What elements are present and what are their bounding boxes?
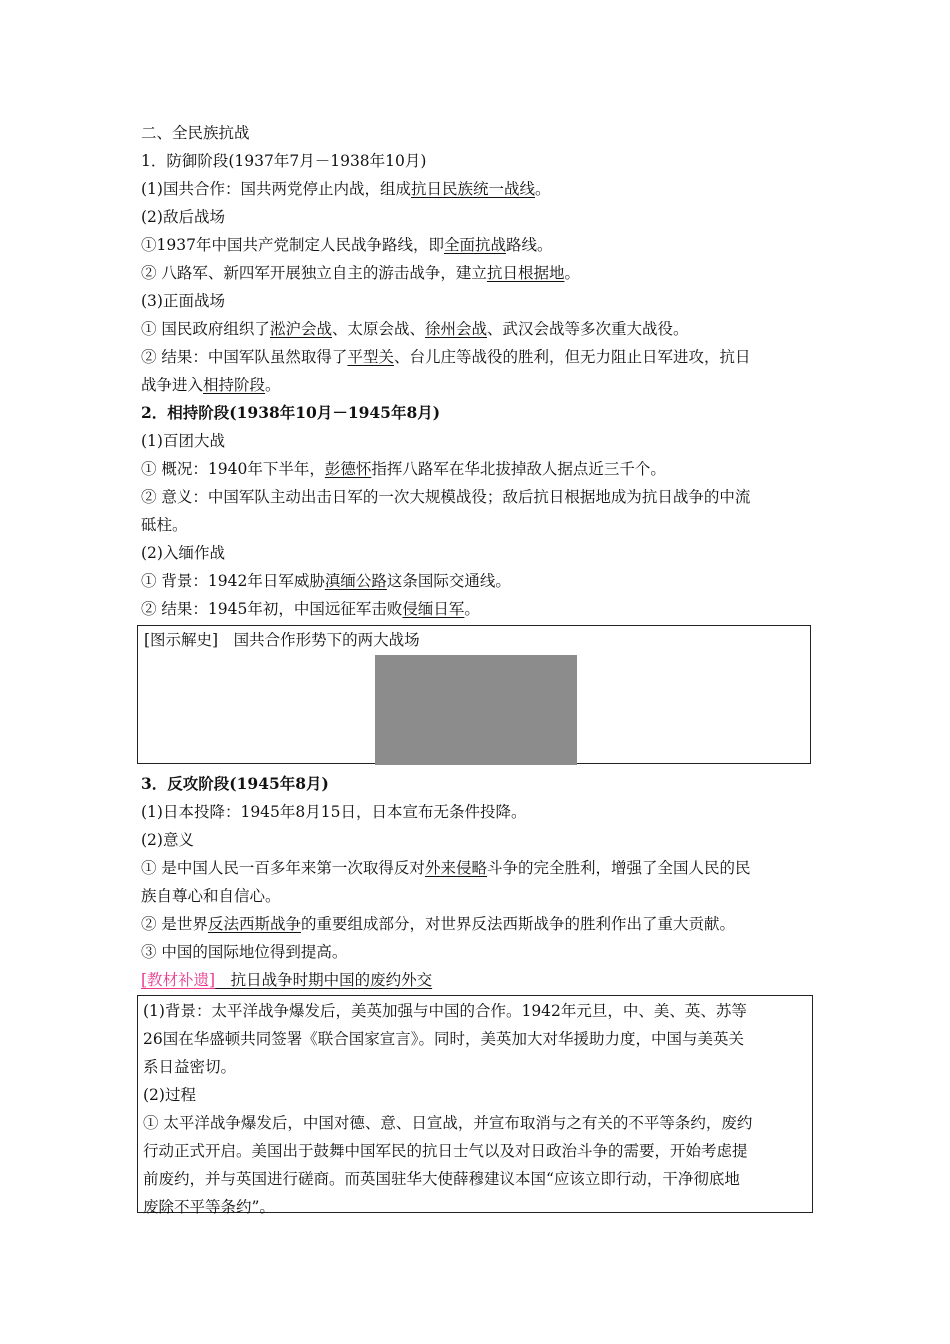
figure-caption: [图示解史] 国共合作形势下的两大战场 (144, 631, 420, 649)
stage1-item-guerrilla: ② 八路军、新四军开展独立自主的游击战争，建立抗日根据地。 (141, 264, 580, 282)
stage2-item-overview: ① 概况：1940年下半年，彭德怀指挥八路军在华北拔掉敌人据点近三千个。 (141, 460, 666, 478)
stage2-burma: (2)入缅作战 (141, 544, 225, 562)
stage3-heading: 3．反攻阶段(1945年8月) (141, 774, 329, 793)
stage3-item-world: ② 是世界反法西斯战争的重要组成部分，对世界反法西斯战争的胜利作出了重大贡献。 (141, 915, 735, 933)
supplement-line: ① 太平洋战争爆发后，中国对德、意、日宣战，并宣布取消与之有关的不平等条约，废约 (143, 1114, 753, 1132)
stage2-item-background: ① 背景：1942年日军威胁滇缅公路这条国际交通线。 (141, 572, 511, 590)
figure-box (137, 625, 811, 764)
supplement-line: 系日益密切。 (143, 1058, 237, 1076)
stage1-item-result-cont: 战争进入相持阶段。 (141, 376, 281, 394)
supplement-line: (2)过程 (143, 1086, 196, 1104)
stage1-heading: 1．防御阶段(1937年7月－1938年10月) (141, 152, 427, 170)
stage3-significance: (2)意义 (141, 831, 194, 849)
stage1-enemy-rear: (2)敌后战场 (141, 208, 225, 226)
section-title: 二、全民族抗战 (141, 124, 250, 142)
stage1-item-war-route: ①1937年中国共产党制定人民战争路线，即全面抗战路线。 (141, 236, 553, 254)
supplement-line: 行动正式开启。美国出于鼓舞中国军民的抗日士气以及对日政治斗争的需要，开始考虑提 (143, 1142, 748, 1160)
stage3-item-victory-cont: 族自尊心和自信心。 (141, 887, 281, 905)
supplement-title: 抗日战争时期中国的废约外交 (215, 971, 433, 989)
stage1-item-result: ② 结果：中国军队虽然取得了平型关、台儿庄等战役的胜利，但无力阻止日军进攻，抗日 (141, 348, 751, 366)
supplement-tag: [教材补遗] (141, 971, 216, 989)
stage1-front-battlefield: (3)正面战场 (141, 292, 225, 310)
document-body (141, 119, 813, 623)
stage3-item-status: ③ 中国的国际地位得到提高。 (141, 943, 348, 961)
stage1-item-battles: ① 国民政府组织了淞沪会战、太原会战、徐州会战、武汉会战等多次重大战役。 (141, 320, 689, 338)
supplement-line: (1)背景：太平洋战争爆发后，美英加强与中国的合作。1942年元旦，中、美、英、苏等 (143, 1002, 747, 1020)
supplement-line: 前废约，并与英国进行磋商。而英国驻华大使薛穆建议本国“应该立即行动，干净彻底地 (143, 1170, 740, 1188)
stage2-item-significance-cont: 砥柱。 (141, 516, 188, 534)
stage1-item-cooperation: (1)国共合作：国共两党停止内战，组成抗日民族统一战线。 (141, 180, 551, 198)
supplement-header (141, 966, 813, 994)
stage2-item-result: ② 结果：1945年初，中国远征军击败侵缅日军。 (141, 600, 480, 618)
supplement-line: 26国在华盛顿共同签署《联合国家宣言》。同时，美英加大对华援助力度，中国与美英关 (143, 1030, 744, 1048)
stage3-block (141, 770, 813, 994)
stage2-heading: 2．相持阶段(1938年10月－1945年8月) (141, 403, 441, 422)
stage2-hundred-regiments: (1)百团大战 (141, 432, 225, 450)
figure-image-placeholder (375, 655, 577, 765)
stage3-item-victory: ① 是中国人民一百多年来第一次取得反对外来侵略斗争的完全胜利，增强了全国人民的民 (141, 859, 751, 877)
supplement-box (137, 995, 813, 1216)
stage2-item-significance: ② 意义：中国军队主动出击日军的一次大规模战役；敌后抗日根据地成为抗日战争的中流 (141, 488, 751, 506)
stage3-surrender: (1)日本投降：1945年8月15日，日本宣布无条件投降。 (141, 803, 527, 821)
supplement-line: 废除不平等条约”。 (143, 1198, 275, 1216)
